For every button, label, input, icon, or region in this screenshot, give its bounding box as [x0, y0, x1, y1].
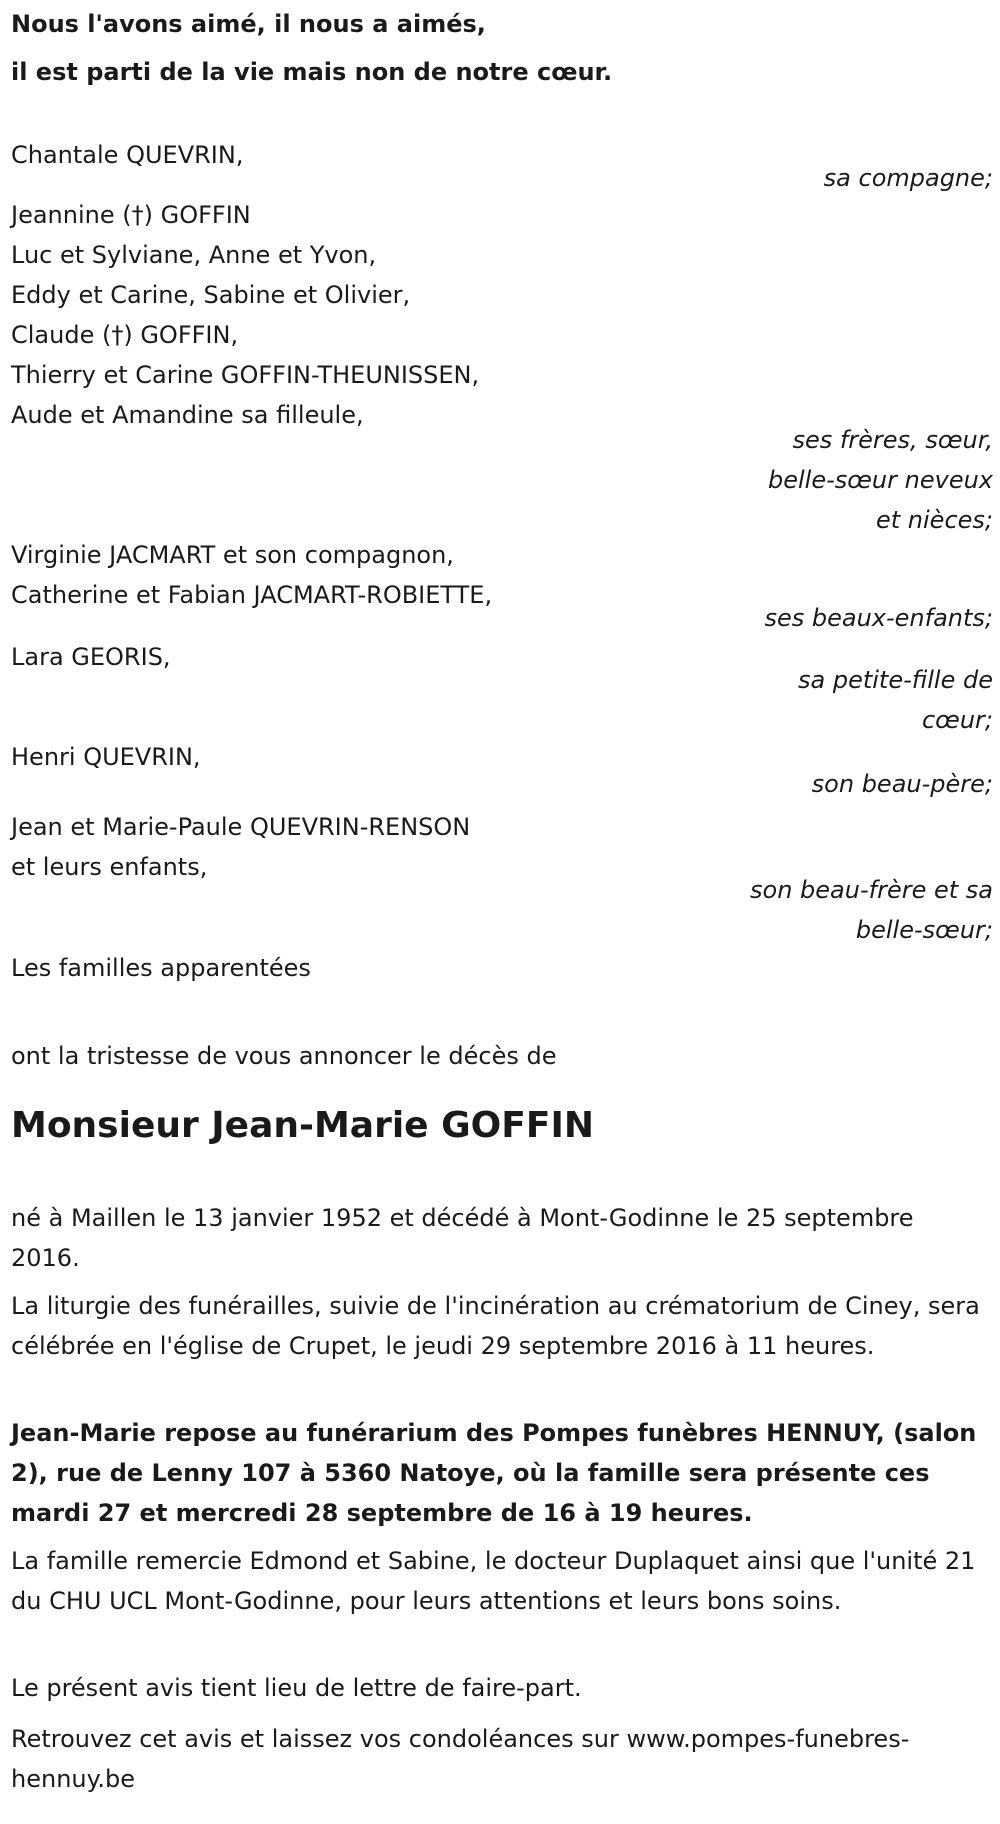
family-role: belle-sœur neveux [768, 466, 993, 494]
liturgy-paragraph: La liturgie des funérailles, suivie de l'incinération au crématorium de Ciney, sera célébrée en l'église de Crupet, le jeudi 29 septembre 2016 à 11 heures. [11, 1292, 980, 1360]
family-line: Luc et Sylviane, Anne et Yvon, [11, 241, 377, 269]
family-role: ses beaux-enfants; [764, 604, 993, 632]
family-role: cœur; [921, 706, 993, 734]
family-role-father-in-law [11, 764, 993, 804]
intro-line-2: il est parti de la vie mais non de notre cœur. [11, 58, 613, 86]
family-role: sa petite-fille de [798, 666, 993, 694]
family-line: Virginie JACMART et son compagnon, [11, 541, 454, 569]
family-line: Catherine et Fabian JACMART-ROBIETTE, [11, 581, 493, 609]
family-role: sa compagne; [823, 164, 993, 192]
family-line: Thierry et Carine GOFFIN-THEUNISSEN, [11, 361, 480, 389]
family-line: Eddy et Carine, Sabine et Olivier, [11, 281, 411, 309]
family-role-siblings [11, 420, 993, 540]
family-line: Jean et Marie-Paule QUEVRIN-RENSON [11, 813, 471, 841]
family-line: Lara GEORIS, [11, 643, 171, 671]
family-role-partner [11, 158, 993, 198]
intro-line-1: Nous l'avons aimé, il nous a aimés, [11, 10, 486, 38]
funerarium-paragraph: Jean-Marie repose au funérarium des Pompes funèbres HENNUY, (salon 2), rue de Lenny 107 à 5360 Natoye, où la famille sera présente ces mardi 27 et mercredi 28 septembre de 16 à 19 heures. [11, 1419, 977, 1527]
family-line: Jeannine (†) GOFFIN [11, 201, 251, 229]
family-role: ses frères, sœur, [792, 426, 993, 454]
family-role-in-laws [11, 870, 993, 950]
deceased-name: Monsieur Jean-Marie GOFFIN [11, 1105, 594, 1146]
family-group-relatives [11, 948, 993, 988]
intro [11, 0, 612, 96]
family-role: et nièces; [876, 506, 993, 534]
family-line: Aude et Amandine sa filleule, [11, 401, 364, 429]
family-role: belle-sœur; [855, 916, 993, 944]
family-line: Chantale QUEVRIN, [11, 141, 244, 169]
announce-text: ont la tristesse de vous annoncer le décès de [11, 1042, 557, 1070]
website-paragraph[interactable]: Retrouvez cet avis et laissez vos condoléances sur www.pompes-funebres-hennuy.be [11, 1725, 910, 1793]
family-role: son beau-frère et sa [750, 876, 993, 904]
family-line: et leurs enfants, [11, 853, 208, 881]
birth-death-paragraph: né à Maillen le 13 janvier 1952 et décédé à Mont-Godinne le 25 septembre 2016. [11, 1204, 914, 1272]
thanks-paragraph: La famille remercie Edmond et Sabine, le docteur Duplaquet ainsi que l'unité 21 du CHU UCL Mont-Godinne, pour leurs attentions et leurs bons soins. [11, 1547, 976, 1615]
family-role: son beau-père; [811, 770, 993, 798]
notice-paragraph: Le présent avis tient lieu de lettre de faire-part. [11, 1674, 582, 1702]
family-role-stepchildren [11, 598, 993, 638]
family-line: Les familles apparentées [11, 954, 311, 982]
family-role-granddaughter [11, 660, 993, 740]
family-group-siblings [11, 195, 993, 435]
family-line: Henri QUEVRIN, [11, 743, 201, 771]
family-line: Claude (†) GOFFIN, [11, 321, 239, 349]
